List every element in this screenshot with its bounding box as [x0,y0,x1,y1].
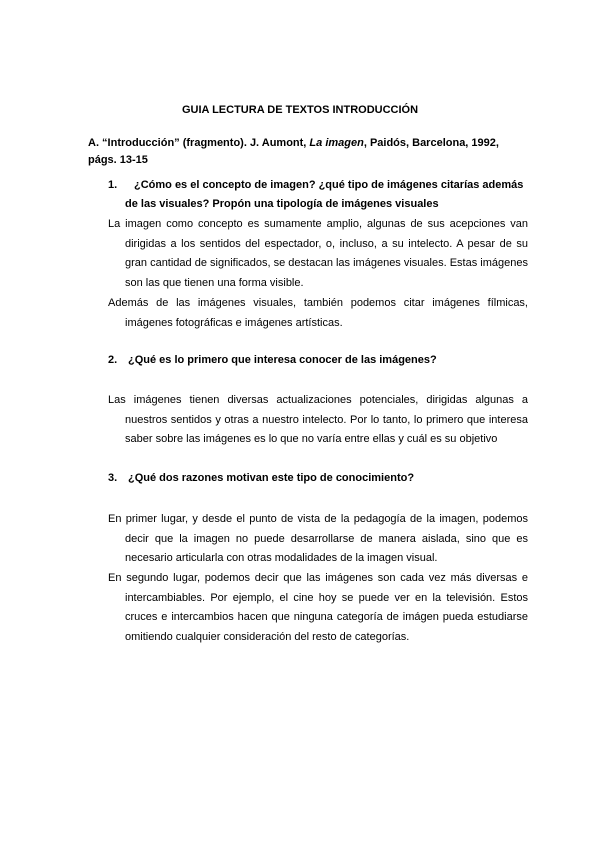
question-2 [108,351,528,370]
answer-paragraph: La imagen como concepto es sumamente amplio, algunas de sus acepciones van dirigidas a los sentidos del espectador, o, incluso, a su intelecto. A pesar de su gran cantidad de significados, se destacan las imágenes visuales. Estas imágenes son las que tienen una forma visible. [108,218,528,289]
reference-prefix: A. “Introducción” (fragmento). J. Aumont, [88,137,310,149]
question-text: ¿Cómo es el concepto de imagen? ¿qué tipo de imágenes citarías además [134,179,524,191]
question-number: 3. [108,472,118,484]
question-number: 2. [108,354,118,366]
reference-suffix: , Paidós, Barcelona, 1992, págs. 13-15 [88,137,499,166]
reference-line [88,135,528,169]
question-number: 1. [108,179,118,191]
answer-paragraph: En primer lugar, y desde el punto de vista de la pedagogía de la imagen, podemos decir que la imagen no puede desarrollarse de manera aislada, sino que es necesario articularla con otras modalidades de la imagen visual. [108,513,528,564]
question-3 [108,469,528,488]
answer-paragraph: Las imágenes tienen diversas actualizaciones potenciales, dirigidas algunas a nuestros sentidos y otras a nuestro intelecto. Por lo tanto, lo primero que interesa saber sobre las imágenes es lo que no varía entre ellas y cuál es su objetivo [108,394,528,445]
question-text: ¿Qué es lo primero que interesa conocer de las imágenes? [128,354,437,366]
answer-paragraph: En segundo lugar, podemos decir que las imágenes son cada vez más diversas e intercambiables. Por ejemplo, el cine hoy se puede ver en la televisión. Estos cruces e intercambios hacen que ninguna categoría de imágen pueda estudiarse omitiendo cualquier consideración del resto de categorías. [108,572,528,643]
reference-book-title: La imagen [309,137,364,149]
answer-paragraph: Además de las imágenes visuales, también podemos citar imágenes fílmicas, imágenes fotográficas e imágenes artísticas. [108,297,528,329]
question-text: ¿Qué dos razones motivan este tipo de conocimiento? [128,472,415,484]
question-1 [108,176,528,214]
page-title: GUIA LECTURA DE TEXTOS INTRODUCCIÓN [181,104,419,116]
question-text-continued: de las visuales? Propón una tipología de imágenes visuales [125,198,439,210]
